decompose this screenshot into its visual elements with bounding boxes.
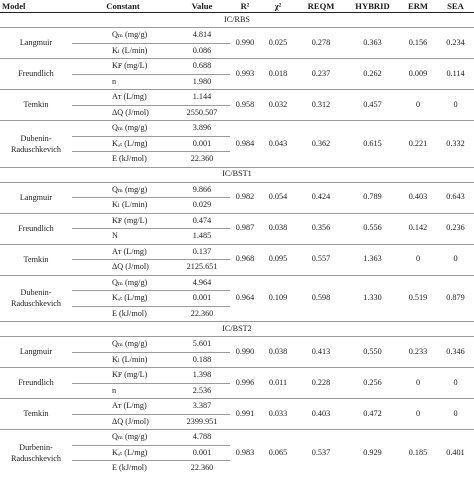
stat-hybrid: 0.789 (346, 182, 399, 213)
constant-name: Aт (L/mg) (72, 399, 174, 415)
stat-sea: 0.401 (437, 430, 474, 476)
stat-hybrid: 0.457 (346, 90, 399, 121)
constant-name: ΔQ (J/mol) (72, 105, 174, 121)
constant-name: Aт (L/mg) (72, 244, 174, 260)
stat-sea: 0.643 (437, 182, 474, 213)
constant-name: ΔQ (J/mol) (72, 260, 174, 276)
model-name: Freundlich (0, 368, 72, 399)
model-name: Durbenin-Raduschkevich (0, 430, 72, 476)
constant-value: 0.086 (174, 43, 230, 59)
stat-erm: 0.142 (399, 213, 437, 244)
constant-value: 0.001 (174, 136, 230, 152)
stat-chi2: 0.018 (260, 59, 296, 90)
stat-erm: 0 (399, 244, 437, 275)
stat-r2: 0.984 (230, 121, 260, 168)
table-row (0, 430, 474, 446)
table-row (0, 121, 474, 137)
constant-value: 2125.651 (174, 260, 230, 276)
stat-erm: 0.233 (399, 337, 437, 368)
stat-reqm: 0.362 (296, 121, 346, 168)
constant-name: ΔQ (J/mol) (72, 414, 174, 430)
constant-value: 1.485 (174, 229, 230, 245)
stat-reqm: 0.237 (296, 59, 346, 90)
header-model: Model (0, 0, 72, 13)
stat-sea: 0.114 (437, 59, 474, 90)
stat-r2: 0.983 (230, 430, 260, 476)
model-name: Freundlich (0, 59, 72, 90)
constant-name: Qₘ (mg/g) (72, 275, 174, 291)
constant-value: 0.188 (174, 352, 230, 368)
constant-value: 2.536 (174, 383, 230, 399)
stat-sea: 0.236 (437, 213, 474, 244)
constant-name: Qₘ (mg/g) (72, 430, 174, 446)
constant-value: 0.688 (174, 59, 230, 75)
constant-value: 0.474 (174, 213, 230, 229)
stat-reqm: 0.312 (296, 90, 346, 121)
stat-hybrid: 0.556 (346, 213, 399, 244)
stat-sea: 0.346 (437, 337, 474, 368)
stat-chi2: 0.095 (260, 244, 296, 275)
stat-r2: 0.991 (230, 399, 260, 430)
stat-r2: 0.990 (230, 28, 260, 59)
stat-reqm: 0.557 (296, 244, 346, 275)
stat-reqm: 0.537 (296, 430, 346, 476)
stat-r2: 0.993 (230, 59, 260, 90)
stat-r2: 0.958 (230, 90, 260, 121)
constant-name: Aт (L/mg) (72, 90, 174, 106)
constant-name: Kꜰ (mg/L) (72, 368, 174, 384)
constant-name: Qₘ (mg/g) (72, 28, 174, 44)
constant-name: Qₘ (mg/g) (72, 337, 174, 353)
stat-chi2: 0.054 (260, 182, 296, 213)
stat-erm: 0.185 (399, 430, 437, 476)
stat-erm: 0 (399, 368, 437, 399)
constant-name: Kꜰ (mg/L) (72, 59, 174, 75)
stat-erm: 0.221 (399, 121, 437, 168)
stat-chi2: 0.025 (260, 28, 296, 59)
model-name: Temkin (0, 90, 72, 121)
table-row (0, 182, 474, 198)
stat-erm: 0 (399, 90, 437, 121)
stat-r2: 0.987 (230, 213, 260, 244)
constant-value: 1.398 (174, 368, 230, 384)
stat-r2: 0.968 (230, 244, 260, 275)
stat-sea: 0 (437, 368, 474, 399)
constant-value: 22.360 (174, 306, 230, 322)
header-reqm: REQM (296, 0, 346, 13)
stat-chi2: 0.038 (260, 213, 296, 244)
stat-hybrid: 0.262 (346, 59, 399, 90)
section-row (0, 167, 474, 182)
constant-name: E (kJ/mol) (72, 152, 174, 168)
stat-r2: 0.990 (230, 337, 260, 368)
constant-value: 1.980 (174, 74, 230, 90)
stat-erm: 0.403 (399, 182, 437, 213)
header-value: Value (174, 0, 230, 13)
section-title: IC/BST2 (0, 322, 474, 337)
constant-value: 1.144 (174, 90, 230, 106)
constant-value: 4.814 (174, 28, 230, 44)
constant-name: Kꜰ (mg/L) (72, 213, 174, 229)
header-r2: R² (230, 0, 260, 13)
header-hybrid: HYBRID (346, 0, 399, 13)
model-name: Langmuir (0, 337, 72, 368)
constant-name: Kₐₜ (L/mg) (72, 445, 174, 461)
stat-sea: 0 (437, 399, 474, 430)
stat-chi2: 0.109 (260, 275, 296, 322)
section-row (0, 322, 474, 337)
table-row (0, 368, 474, 384)
stat-hybrid: 1.330 (346, 275, 399, 322)
constant-name: Qₘ (mg/g) (72, 182, 174, 198)
model-name: Langmuir (0, 182, 72, 213)
model-name: Dubenin-Raduschkevich (0, 275, 72, 322)
constant-name: Kₗ (L/min) (72, 43, 174, 59)
constant-value: 9.866 (174, 182, 230, 198)
constant-name: Qₘ (mg/g) (72, 121, 174, 137)
stat-erm: 0.519 (399, 275, 437, 322)
table-row (0, 275, 474, 291)
stat-reqm: 0.424 (296, 182, 346, 213)
stat-hybrid: 0.929 (346, 430, 399, 476)
section-title: IC/RBS (0, 13, 474, 28)
stat-chi2: 0.065 (260, 430, 296, 476)
header-sea: SEA (437, 0, 474, 13)
constant-value: 0.001 (174, 445, 230, 461)
stat-sea: 0 (437, 90, 474, 121)
stat-sea: 0 (437, 244, 474, 275)
table-row (0, 213, 474, 229)
header-constant: Constant (72, 0, 174, 13)
constant-value: 0.029 (174, 198, 230, 214)
stat-r2: 0.996 (230, 368, 260, 399)
stat-chi2: 0.043 (260, 121, 296, 168)
model-name: Langmuir (0, 28, 72, 59)
stat-chi2: 0.033 (260, 399, 296, 430)
stat-hybrid: 0.363 (346, 28, 399, 59)
stat-erm: 0.009 (399, 59, 437, 90)
constant-value: 0.137 (174, 244, 230, 260)
stat-reqm: 0.356 (296, 213, 346, 244)
stat-r2: 0.964 (230, 275, 260, 322)
constant-value: 4.788 (174, 430, 230, 446)
stat-sea: 0.332 (437, 121, 474, 168)
stat-hybrid: 0.550 (346, 337, 399, 368)
table-row (0, 244, 474, 260)
section-row (0, 13, 474, 28)
section-title: IC/BST1 (0, 167, 474, 182)
stat-reqm: 0.403 (296, 399, 346, 430)
table-row (0, 90, 474, 106)
table-row (0, 337, 474, 353)
stat-chi2: 0.032 (260, 90, 296, 121)
constant-value: 22.360 (174, 152, 230, 168)
constant-value: 3.896 (174, 121, 230, 137)
table-row (0, 28, 474, 44)
header-row (0, 0, 474, 13)
table-row (0, 59, 474, 75)
model-name: Temkin (0, 399, 72, 430)
constant-name: E (kJ/mol) (72, 306, 174, 322)
stat-r2: 0.982 (230, 182, 260, 213)
stat-reqm: 0.413 (296, 337, 346, 368)
constant-name: n (72, 74, 174, 90)
stat-reqm: 0.228 (296, 368, 346, 399)
constant-name: Kₗ (L/min) (72, 352, 174, 368)
constant-value: 4.964 (174, 275, 230, 291)
constant-name: Kₐₜ (L/mg) (72, 291, 174, 307)
table-body (0, 13, 474, 476)
stat-hybrid: 0.472 (346, 399, 399, 430)
constant-value: 3.387 (174, 399, 230, 415)
header-erm: ERM (399, 0, 437, 13)
constant-name: E (kJ/mol) (72, 461, 174, 476)
stat-reqm: 0.278 (296, 28, 346, 59)
model-name: Temkin (0, 244, 72, 275)
stat-sea: 0.879 (437, 275, 474, 322)
constant-value: 0.001 (174, 291, 230, 307)
stat-chi2: 0.011 (260, 368, 296, 399)
model-name: Dubenin-Raduschkevich (0, 121, 72, 168)
constant-value: 2399.951 (174, 414, 230, 430)
constant-value: 2550.507 (174, 105, 230, 121)
constant-name: Kₗ (L/min) (72, 198, 174, 214)
constant-name: Kₐₜ (L/mg) (72, 136, 174, 152)
model-name: Freundlich (0, 213, 72, 244)
stat-hybrid: 1.363 (346, 244, 399, 275)
header-chi2: χ² (260, 0, 296, 13)
stat-reqm: 0.598 (296, 275, 346, 322)
stat-hybrid: 0.615 (346, 121, 399, 168)
constant-name: N (72, 229, 174, 245)
stat-hybrid: 0.256 (346, 368, 399, 399)
stat-erm: 0.156 (399, 28, 437, 59)
constant-value: 22.360 (174, 461, 230, 476)
constant-value: 5.601 (174, 337, 230, 353)
stat-chi2: 0.038 (260, 337, 296, 368)
stat-sea: 0.234 (437, 28, 474, 59)
stat-erm: 0 (399, 399, 437, 430)
constant-name: n (72, 383, 174, 399)
table-row (0, 399, 474, 415)
